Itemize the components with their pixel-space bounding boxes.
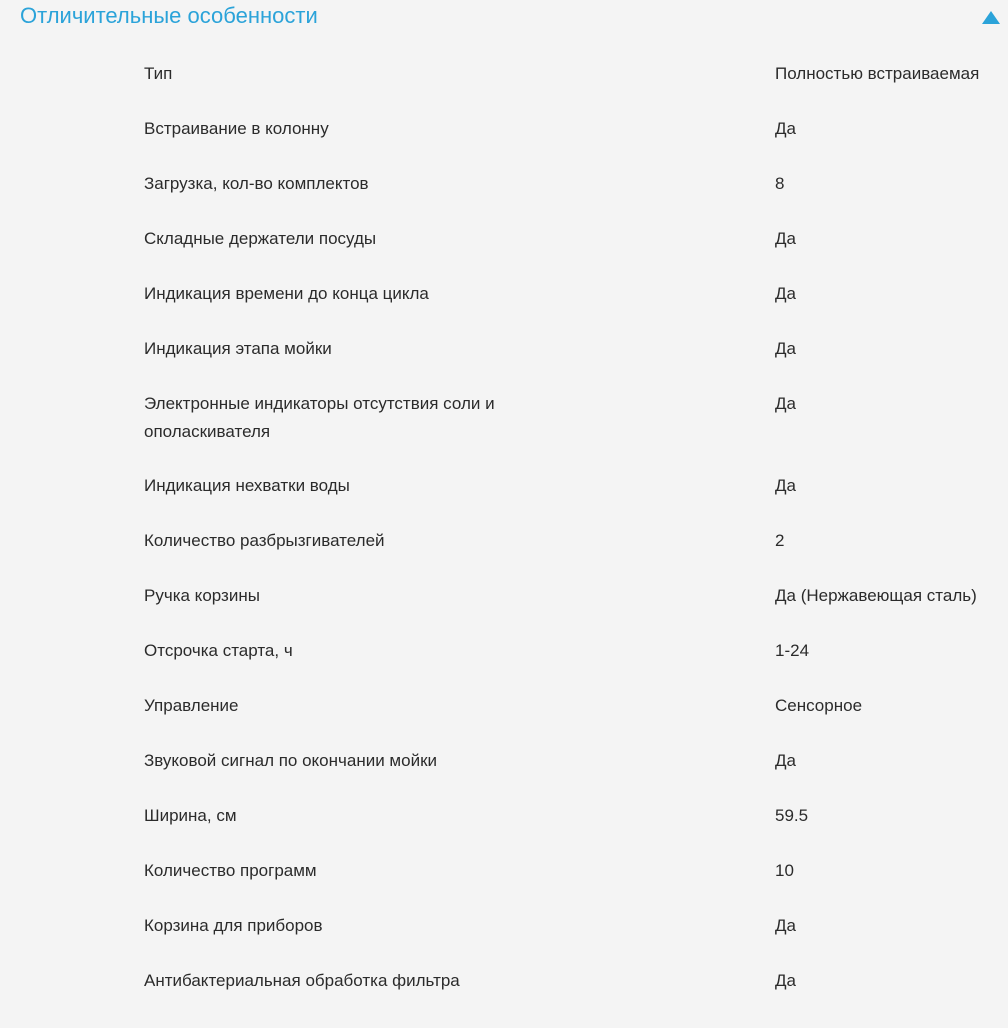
spec-value: Да — [775, 284, 796, 303]
spec-value: Полностью встраиваемая — [775, 64, 980, 83]
spec-value: 8 — [775, 174, 785, 193]
section-title[interactable]: Отличительные особенности — [20, 3, 318, 28]
spec-label: Складные держатели посуды — [144, 229, 377, 248]
spec-label: Отсрочка старта, ч — [144, 641, 293, 660]
spec-label: Индикация времени до конца цикла — [144, 284, 429, 303]
collapse-triangle-up-icon[interactable] — [982, 11, 1000, 24]
spec-label: Количество разбрызгивателей — [144, 531, 385, 550]
spec-value: 10 — [775, 861, 794, 880]
spec-label: Ширина, см — [144, 806, 237, 825]
spec-value: Сенсорное — [775, 696, 863, 715]
spec-label: Звуковой сигнал по окончании мойки — [144, 751, 438, 770]
spec-value: Да — [775, 119, 796, 138]
spec-label: Тип — [144, 64, 173, 83]
spec-label: Встраивание в колонну — [144, 119, 329, 138]
spec-label: Количество программ — [144, 861, 317, 880]
spec-value: Да — [775, 971, 796, 990]
spec-value: Да — [775, 339, 796, 358]
spec-value: 1-24 — [775, 641, 810, 660]
spec-value: Да — [775, 229, 796, 248]
spec-label: Управление — [144, 696, 239, 715]
spec-label: Индикация этапа мойки — [144, 339, 332, 358]
spec-value: 2 — [775, 531, 785, 550]
spec-label: Загрузка, кол-во комплектов — [144, 174, 369, 193]
spec-label: Ручка корзины — [144, 586, 260, 605]
spec-value: Да — [775, 476, 796, 495]
spec-label: Корзина для приборов — [144, 916, 323, 935]
spec-value: Да — [775, 751, 796, 770]
spec-label: Антибактериальная обработка фильтра — [144, 971, 460, 990]
features-section-header[interactable] — [0, 0, 1008, 34]
spec-value: 59.5 — [775, 806, 809, 825]
spec-value: Да — [775, 916, 796, 935]
spec-value: Да — [775, 394, 796, 413]
spec-value: Да (Нержавеющая сталь) — [775, 586, 977, 605]
spec-label: Индикация нехватки воды — [144, 476, 350, 495]
spec-label: Электронные индикаторы отсутствия соли и ополаскивателя — [144, 394, 495, 441]
